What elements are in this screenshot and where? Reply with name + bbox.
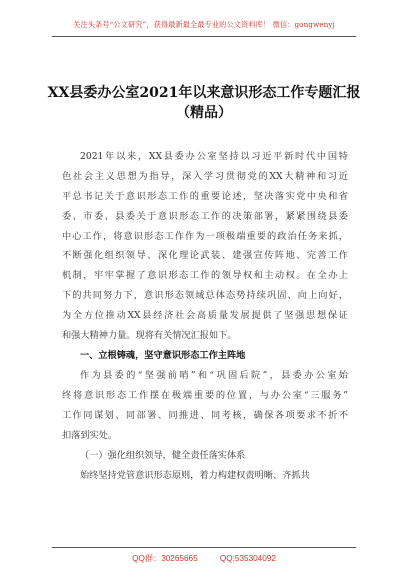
text-line: 作为县委的“坚强前哨”和“巩固后院”，县委办公室始	[80, 370, 348, 381]
text-line: 工作同谋划、同部署、同推进、同考核，确保各项要求不折不	[62, 409, 348, 421]
text-line: 终将意识形态工作摆在极端重要的位置，与办公室“三服务”	[62, 389, 348, 401]
text-line: 平总书记关于意识形态工作的重要论述，坚决落实党中央和省	[62, 190, 348, 202]
heading-text: 一、立根铸魂，坚守意识形态工作主阵地	[80, 350, 246, 361]
footer-qq: QQ:535304092	[219, 554, 276, 563]
text-line: 始终坚持党管意识形态原则，着力构建权责明晰、齐抓共	[80, 470, 310, 481]
text-line: 中心工作，将意识形态工作作为一项极端重要的政治任务来抓，	[62, 230, 348, 242]
text-line: 为全方位推动XX县经济社会高质量发展提供了坚强思想保证	[62, 310, 348, 322]
text-line: 不断强化组织领导、深化理论武装、建强宣传阵地、完善工作	[62, 250, 348, 262]
title-line-2: （精品）	[176, 105, 232, 121]
paragraph-section-1	[62, 366, 348, 446]
paragraph-subsection-1	[62, 466, 348, 486]
text-line: 2021年以来，XX县委办公室坚持以习近平新时代中国特	[80, 151, 348, 162]
text-line: 委、市委、县委关于意识形态工作的决策部署，紧紧围绕县委	[62, 210, 348, 222]
text-line: 扣落到实处。	[62, 429, 118, 441]
title-line-1: XX县委办公室2021年以来意识形态工作专题汇报	[47, 85, 361, 101]
subheading-text: （一）强化组织领导，健全责任落实体系	[80, 450, 246, 461]
footer-contact	[0, 553, 408, 564]
text-line: 机制，牢牢掌握了意识形态工作的领导权和主动权。在全办上	[62, 270, 348, 282]
header-divider	[52, 36, 356, 37]
footer-qq-group: QQ群：30265665	[132, 554, 198, 563]
footer-divider	[52, 547, 356, 548]
text-line: 下的共同努力下，意识形态领域总体态势持续巩固、向上向好，	[62, 290, 348, 302]
text-line: 和强大精神力量。现将有关情况汇报如下。	[62, 330, 237, 342]
paragraph-intro	[62, 147, 348, 346]
text-line: 色社会主义思想为指导，深入学习贯彻党的XX大精神和习近	[62, 170, 348, 182]
header-banner: 关注头条号“公文研究”，获得最新最全最专业的公文资料库！ 微信：gongwenyj	[73, 20, 335, 29]
document-title	[0, 83, 408, 123]
section-heading-1	[62, 346, 348, 366]
subheading-1	[62, 446, 348, 466]
